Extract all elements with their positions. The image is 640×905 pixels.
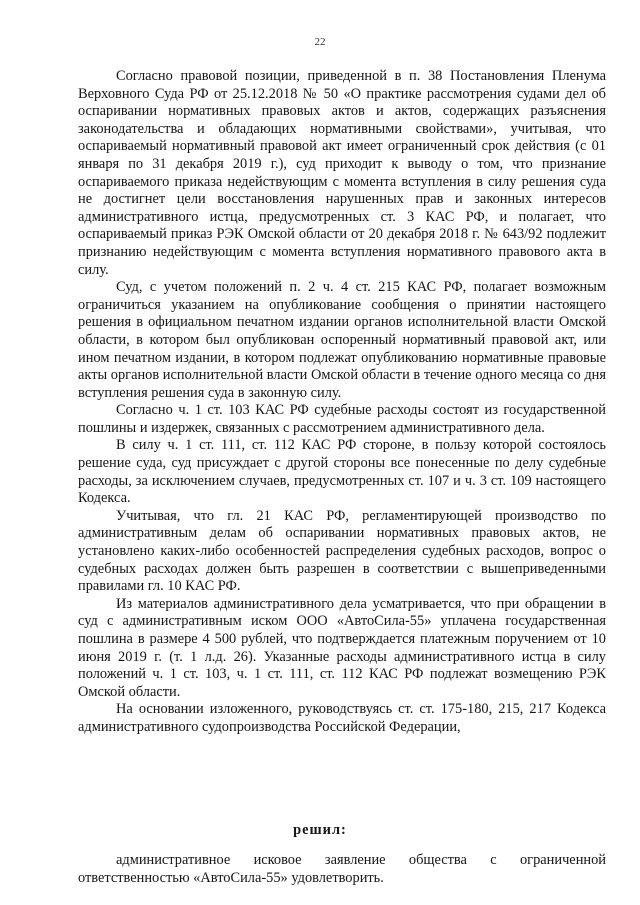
document-body [78, 68, 606, 737]
paragraph-publication: Суд, с учетом положений п. 2 ч. 4 ст. 215 КАС РФ, полагает возможным ограничиться указанием на опубликование сообщения о принятии настоящего решения в официальном печатном издании органов исполнительной власти Омской области, в котором был опубликован оспоренный нормативный правовой акт, или ином печатном издании, в котором подлежат опубликованию нормативные правовые акты органов исполнительной власти Омской области в течение одного месяца со дня вступления решения суда в законную силу. [78, 279, 606, 401]
decision-heading: решил: [293, 822, 347, 838]
paragraph-grounds: На основании изложенного, руководствуясь ст. ст. 175-180, 215, 217 Кодекса административного судопроизводства Российской Федерации, [78, 701, 606, 735]
paragraph-cost-allocation: В силу ч. 1 ст. 111, ст. 112 КАС РФ стороне, в пользу которой состоялось решение суда, суд присуждает с другой стороны все понесенные по делу судебные расходы, за исключением случаев, предусмотренных ст. 107 и ч. 3 ст. 109 настоящего Кодекса. [78, 437, 606, 507]
paragraph-chapter-21: Учитывая, что гл. 21 КАС РФ, регламентирующей производство по административным делам об оспаривании нормативных правовых актов, не установлено каких-либо особенностей распределения судебных расходов, вопрос о судебных расходах должен быть разрешен в соответствии с вышеприведенными правилами гл. 10 КАС РФ. [78, 507, 606, 595]
decision-paragraph: административное исковое заявление общества с ограниченной ответственностью «АвтоСила-55» удовлетворить. [78, 852, 606, 886]
page-number: 22 [314, 36, 326, 48]
paragraph-court-costs: Согласно ч. 1 ст. 103 КАС РФ судебные расходы состоят из государственной пошлины и издержек, связанных с рассмотрением административного дела. [78, 402, 606, 436]
paragraph-state-fee: Из материалов административного дела усматривается, что при обращении в суд с административным иском ООО «АвтоСила-55» уплачена государственная пошлина в размере 4 500 рублей, что подтверждается платежным поручением от 10 июня 2019 г. (т. 1 л.д. 26). Указанные расходы административного истца в силу положений ч. 1 ст. 103, ч. 1 ст. 111, ст. 112 КАС РФ подлежат возмещению РЭК Омской области. [78, 595, 606, 700]
decision-section [78, 852, 606, 887]
paragraph-legal-position: Согласно правовой позиции, приведенной в п. 38 Постановления Пленума Верховного Суда РФ от 25.12.2018 № 50 «О практике рассмотрения судами дел об оспаривании нормативных правовых актов и актов, содержащих разъяснения законодательства и обладающих нормативными свойствами», учитывая, что оспариваемый нормативный правовой акт имеет ограниченный срок действия (с 01 января по 31 декабря 2019 г.), суд приходит к выводу о том, что признание оспариваемого приказа недействующим с момента вступления в силу решения суда не достигнет цели восстановления нарушенных прав и законных интересов административного истца, предусмотренных ст. 3 КАС РФ, и полагает, что оспариваемый приказ РЭК Омской области от 20 декабря 2018 г. № 643/92 подлежит признанию недействующим с момента вступления нормативного правового акта в силу. [78, 68, 606, 278]
